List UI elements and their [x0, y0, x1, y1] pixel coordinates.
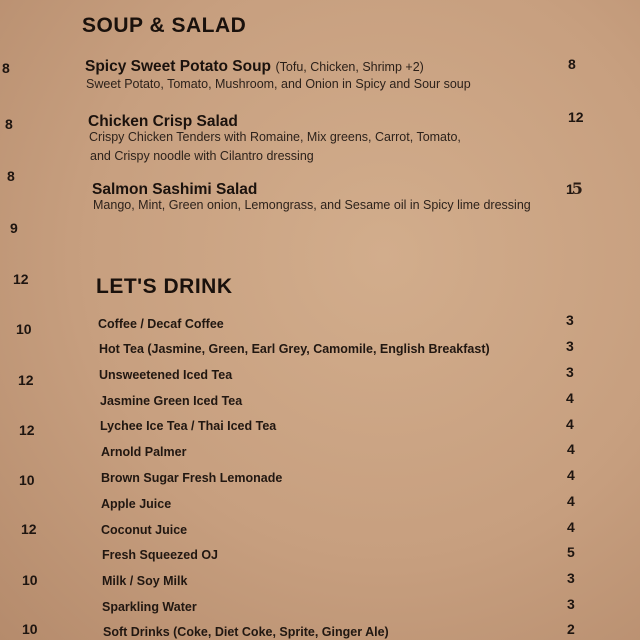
- left-price: 10: [22, 621, 38, 637]
- printed-price: 1: [566, 181, 574, 197]
- left-price: 10: [16, 321, 32, 337]
- drink-price: 3: [566, 364, 574, 380]
- left-price: 8: [7, 168, 15, 184]
- drink-price: 3: [566, 338, 574, 354]
- menu-item: [85, 58, 424, 76]
- drink-name: Lychee Ice Tea / Thai Iced Tea: [100, 419, 277, 433]
- handwritten-price-correction: 5: [571, 179, 583, 198]
- drink-name: Milk / Soy Milk: [102, 574, 188, 588]
- drink-price: 2: [567, 621, 575, 637]
- drink-price: 4: [567, 493, 575, 509]
- drink-price: 3: [566, 312, 574, 328]
- item-price: 12: [568, 109, 584, 125]
- item-options: (Tofu, Chicken, Shrimp +2): [275, 60, 424, 74]
- left-price: 10: [22, 572, 38, 588]
- drink-name: Sparkling Water: [102, 600, 197, 614]
- item-price: [566, 179, 583, 198]
- left-price: 8: [2, 60, 10, 76]
- drink-name: Coffee / Decaf Coffee: [98, 317, 224, 331]
- drink-price: 4: [566, 416, 574, 432]
- drink-name: Unsweetened Iced Tea: [99, 368, 233, 382]
- left-price: 9: [10, 220, 18, 236]
- drink-name: Hot Tea (Jasmine, Green, Earl Grey, Camomile, English Breakfast): [99, 342, 490, 356]
- drink-name: Coconut Juice: [101, 523, 188, 537]
- drink-name: Brown Sugar Fresh Lemonade: [101, 471, 283, 485]
- left-price: 12: [19, 422, 35, 438]
- drink-price: 3: [567, 596, 575, 612]
- drink-price: 4: [567, 441, 575, 457]
- drink-price: 4: [567, 467, 575, 483]
- left-price: 8: [5, 116, 13, 132]
- drink-price: 4: [566, 390, 574, 406]
- item-price: 8: [568, 56, 576, 72]
- section-title-drinks: LET'S DRINK: [96, 275, 233, 298]
- drink-price: 5: [567, 544, 575, 560]
- section-title-soup-salad: SOUP & SALAD: [82, 14, 247, 37]
- item-name: Salmon Sashimi Salad: [92, 181, 258, 198]
- item-description: Mango, Mint, Green onion, Lemongrass, and Sesame oil in Spicy lime dressing: [93, 198, 531, 212]
- left-price: 12: [18, 372, 34, 388]
- item-description: and Crispy noodle with Cilantro dressing: [90, 149, 314, 163]
- drink-name: Fresh Squeezed OJ: [102, 548, 219, 562]
- item-description: Crispy Chicken Tenders with Romaine, Mix greens, Carrot, Tomato,: [89, 130, 461, 144]
- drink-name: Apple Juice: [101, 497, 172, 511]
- left-price: 10: [19, 472, 35, 488]
- drink-price: 4: [567, 519, 575, 535]
- drink-name: Jasmine Green Iced Tea: [100, 394, 243, 408]
- item-name: Chicken Crisp Salad: [88, 113, 238, 130]
- drink-name: Arnold Palmer: [101, 445, 187, 459]
- drink-price: 3: [567, 570, 575, 586]
- drink-name: Soft Drinks (Coke, Diet Coke, Sprite, Ginger Ale): [103, 625, 389, 639]
- left-price: 12: [13, 271, 29, 287]
- left-price: 12: [21, 521, 37, 537]
- item-name: Spicy Sweet Potato Soup: [85, 58, 272, 75]
- item-description: Sweet Potato, Tomato, Mushroom, and Onion in Spicy and Sour soup: [86, 77, 471, 91]
